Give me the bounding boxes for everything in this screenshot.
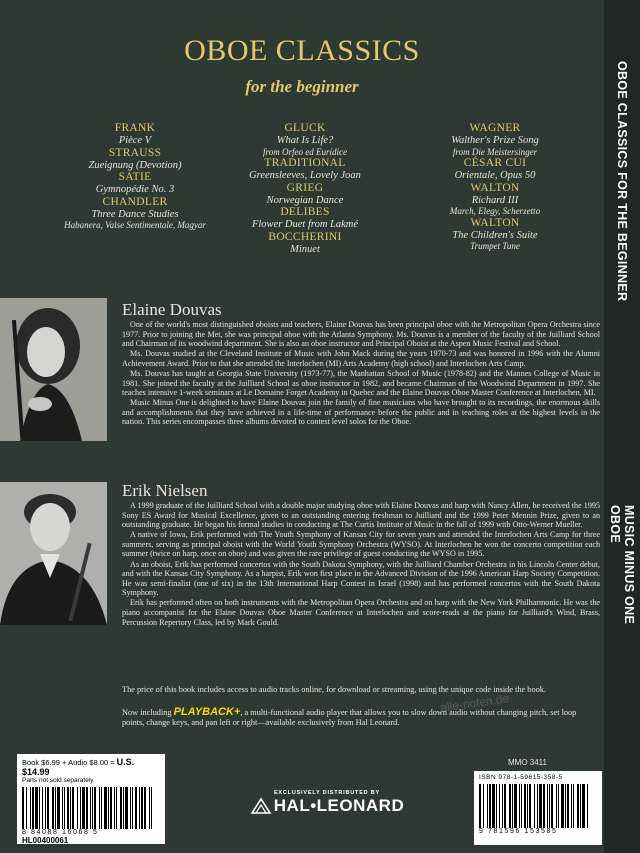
barcode-bar	[86, 787, 88, 829]
contents-column-3	[400, 122, 590, 252]
piece-title: Walther's Prize Song	[451, 135, 539, 146]
composer-name: FRANK	[114, 122, 156, 134]
barcode-bar	[141, 787, 143, 829]
contents-entry	[210, 157, 400, 182]
mmo-catalog-number: MMO 3411	[508, 758, 547, 767]
price-breakdown: Book $6.99 + Audio $8.00 =	[22, 758, 117, 767]
barcode-bar	[92, 787, 93, 829]
price-barcode-box	[17, 754, 165, 844]
composer-name: DELIBES	[280, 206, 330, 218]
bio-name-erik-nielsen: Erik Nielsen	[122, 481, 208, 500]
barcode-bar	[80, 787, 81, 829]
hal-leonard-dot: •	[310, 796, 317, 815]
barcode-bar	[571, 784, 572, 828]
barcode-bar	[582, 784, 585, 828]
spine-title: OBOE CLASSICS FOR THE BEGINNER	[615, 60, 629, 302]
piece-title: Zueignung (Devotion)	[88, 159, 182, 171]
barcode-bar	[549, 784, 550, 828]
barcode-bar	[502, 784, 503, 828]
barcode-bar	[130, 787, 131, 829]
piece-title: Norwegian Dance	[266, 194, 344, 206]
barcode-bar	[139, 787, 140, 829]
bio-name-elaine-douvas: Elaine Douvas	[122, 300, 222, 319]
composer-name: SATIE	[118, 171, 152, 183]
contents-entry	[210, 231, 400, 256]
barcode-bar	[534, 784, 535, 828]
barcode-bar	[524, 784, 526, 828]
barcode-bar	[116, 787, 117, 829]
barcode-bar	[104, 787, 107, 829]
piece-title: Minuet	[290, 243, 320, 255]
piece-source: from Die Meistersinger	[452, 146, 538, 157]
barcode-bar	[587, 784, 588, 828]
composer-name: CHANDLER	[102, 195, 168, 208]
piece-title: Orientale, Opus 50	[454, 170, 536, 181]
price-line	[22, 757, 160, 777]
upc-number: 8 84088 16068 5	[22, 829, 99, 836]
barcode-bar	[110, 787, 112, 829]
hal-leonard-name-right: LEONARD	[316, 796, 405, 815]
barcode-bar	[512, 784, 513, 828]
barcode-bar	[558, 784, 559, 828]
barcode-bar	[151, 787, 152, 829]
barcode-bar	[527, 784, 528, 828]
barcode-bar	[135, 787, 137, 829]
bio-paragraph: Ms. Douvas studied at the Cleveland Institute of Music with John Mack during the years 1970-73 and was honored in 1996 with the Alumni Achievement Award. Prior to that she attended the Interlochen (MI) Arts Academy (high school) and Interlochen Arts Camp.	[122, 349, 600, 368]
barcode-bar	[72, 787, 74, 829]
elaine-douvas-photo	[0, 298, 107, 441]
barcode-bar	[537, 784, 538, 828]
barcode-bar	[529, 784, 531, 828]
barcode-bar	[504, 784, 506, 828]
not-sold-separately: Parts not sold separately	[22, 777, 94, 784]
barcode-bar	[64, 787, 65, 829]
hal-leonard-wordmark	[222, 796, 432, 816]
barcode-bar	[52, 787, 54, 829]
barcode-bar	[499, 784, 500, 828]
distributed-by-label: EXCLUSIVELY DISTRIBUTED BY	[273, 790, 381, 796]
barcode-bar	[42, 787, 43, 829]
playback-prefix: Now including	[122, 708, 174, 717]
composer-name: WAGNER	[469, 122, 521, 134]
barcode-bar	[496, 784, 497, 828]
barcode-bar	[479, 784, 481, 828]
hal-leonard-emblem-icon	[250, 797, 272, 815]
barcode-bar	[82, 787, 85, 829]
barcode-bar	[565, 784, 566, 828]
piece-title: Flower Duet from Lakmé	[251, 219, 359, 230]
isbn-barcode-box	[474, 771, 602, 845]
barcode-bar	[67, 787, 69, 829]
contents-column-2	[210, 122, 400, 255]
cover-subtitle: for the beginner	[245, 77, 359, 96]
barcode-bar	[90, 787, 91, 829]
barcode-bar	[39, 787, 40, 829]
audio-access-note: The price of this book includes access to audio tracks online, for download or streaming, using the unique code inside the book.	[122, 685, 546, 694]
barcode-bar	[573, 784, 574, 828]
contents-entry	[400, 122, 590, 157]
piece-source: March, Elegy, Scherzetto	[449, 206, 541, 216]
bio-paragraph: A 1999 graduate of the Juilliard School with a double major studying oboe with Elaine Douvas and harp with Nancy Allen, he received the 1995 Sony ES Award for Musical Excellence, given to an outstanding entering freshman to Juilliard and the 1999 Peter Mennin Prize, given to an outstanding graduate. He began his formal studies in conducting at The Curtis Institute of Music in the fall of 1999 with Otto-Werner Mueller.	[122, 501, 600, 530]
barcode-bar	[577, 784, 579, 828]
piece-title: What Is Life?	[276, 135, 334, 146]
composer-name: STRAUSS	[108, 146, 162, 159]
barcode-bar	[543, 784, 545, 828]
barcode-bar	[539, 784, 542, 828]
barcode-bar	[547, 784, 548, 828]
bio-text-elaine-douvas	[122, 320, 600, 428]
barcode-bar	[108, 787, 109, 829]
barcode-bar	[99, 787, 100, 829]
piece-title: Greensleeves, Lovely Joan	[249, 170, 361, 181]
hal-leonard-logo	[222, 790, 432, 816]
barcode-bar	[132, 787, 133, 829]
barcode-bar	[556, 784, 557, 828]
isbn-number: ISBN 978-1-59615-358-5	[479, 774, 563, 781]
isbn-barcode-number: 9 781596 153585	[479, 828, 558, 835]
barcode-bar	[26, 787, 27, 829]
barcode-bar	[514, 784, 517, 828]
contents-entry	[40, 171, 230, 196]
barcode-bar	[561, 784, 564, 828]
hal-leonard-name-left: HAL	[273, 796, 311, 815]
piece-source: Habanera, Valse Sentimentale, Magyar	[64, 220, 206, 230]
barcode-bar	[57, 787, 60, 829]
bio-paragraph: Erik has performed often on both instruments with the Metropolitan Opera Orchestra and on harp with the New York Philharmonic. He was the piano accompanist for the Elaine Douvas Oboe Master Conference at Interlochen and score-reads at the piano for Juilliard's Wind, Brass, Percussion Repertory Class, led by Mark Gould.	[122, 598, 600, 627]
playback-suffix: , a multi-functional audio player that allows you to slow down audio without changing pitch, set loop points, change keys, and pan left or right—available exclusively from Hal Leonard.	[122, 708, 577, 727]
barcode-bar	[94, 787, 96, 829]
contents-entry	[210, 206, 400, 231]
composer-name: CÉSAR CUI	[463, 157, 527, 169]
composer-name: BOCCHERINI	[268, 230, 342, 243]
piece-title: Pièce V	[118, 135, 152, 146]
barcode-bar	[22, 787, 24, 829]
bio-paragraph: A native of Iowa, Erik performed with The Youth Symphony of Kansas City for seven years and attended the Interlochen Arts Camp for three summers, serving as principal oboist with the World Youth Symphony Orchestra (WYSO). At Interlochen he won the concerto competition each summer (twice on harp, once on oboe) and was given the rare privilege of guest conducting the WYSO in 1995.	[122, 530, 600, 559]
bio-paragraph: One of the world's most distinguished oboists and teachers, Elaine Douvas has been principal oboe with the Metropolitan Opera Orchestra since 1977. Prior to joining the Met, she was principal oboe with the Atlanta Symphony. Ms. Douvas is a member of the faculty of the Juilliard School and Chairman of its woodwind department. She is also an oboe instructor and Principal Oboist at the Aspen Music Festival and School.	[122, 320, 600, 349]
composer-name: WALTON	[470, 181, 520, 194]
bio-paragraph: Music Minus One is delighted to have Elaine Douvas join the family of fine musicians who have brought to its recordings, the enormous skills and accomplishments that they have achieved in a life-time of performance before the public and in teaching roles at the highest levels in the nation. This series encompasses three albums devoted to contest level solos for the Oboe.	[122, 398, 600, 427]
barcode-bar	[551, 784, 553, 828]
barcode-bar	[120, 787, 122, 829]
barcode-bar	[35, 787, 38, 829]
barcode-bar	[101, 787, 102, 829]
spine-series: MUSIC MINUS ONE OBOE	[608, 505, 636, 625]
contents-entry	[400, 217, 590, 252]
piece-source: Trumpet Tune	[470, 241, 520, 251]
barcode-bar	[47, 787, 49, 829]
barcode-bar	[149, 787, 150, 829]
barcode-bar	[489, 784, 491, 828]
price-total: U.S. $14.99	[22, 757, 135, 777]
bio-paragraph: Ms. Douvas has taught at Georgia State University (1973-77), the Manhattan School of Music (1978-82) and the Mannes College of Music in 1981. She joined the faculty at the Juilliard School as oboe instructor in 1982, and became Chairman of the Woodwind Department in 1997. She teaches intensive 1-week seminars at Le Domaine Forget Academy in Quebec and the Elaine Douvas Oboe Master Conference at Interlochen, MI.	[122, 368, 600, 398]
barcode-bar	[519, 784, 520, 828]
isbn-barcode	[479, 784, 595, 828]
composer-name: GLUCK	[284, 122, 326, 134]
barcode-bar	[580, 784, 581, 828]
barcode-bar	[125, 787, 128, 829]
barcode-bar	[123, 787, 124, 829]
barcode-bar	[483, 784, 484, 828]
barcode-bar	[32, 787, 34, 829]
barcode-bar	[45, 787, 46, 829]
barcode-bar	[509, 784, 511, 828]
playback-note	[122, 707, 600, 728]
cover-title: OBOE CLASSICS	[184, 34, 420, 67]
barcode-bar	[487, 784, 488, 828]
barcode-bar	[62, 787, 63, 829]
bio-text-erik-nielsen	[122, 501, 600, 628]
composer-name: WALTON	[470, 216, 520, 229]
piece-source: from Orfeo ed Euridice	[263, 146, 347, 157]
barcode-bar	[567, 784, 569, 828]
hl-number: HL00400061	[22, 836, 69, 845]
piece-title: The Children's Suite	[452, 229, 538, 241]
composer-name: GRIEG	[286, 181, 324, 194]
barcode-bar	[30, 787, 31, 829]
piece-title: Three Dance Studies	[91, 208, 179, 220]
barcode-bar	[144, 787, 146, 829]
barcode-bar	[492, 784, 495, 828]
contents-column-1	[40, 122, 230, 231]
barcode-bar	[521, 784, 522, 828]
contents-entry	[40, 122, 230, 147]
barcode-bar	[77, 787, 78, 829]
piece-title: Richard III	[471, 194, 519, 206]
spine	[604, 0, 640, 853]
erik-nielsen-photo	[0, 482, 107, 625]
barcode-bar	[70, 787, 71, 829]
contents-entry	[40, 196, 230, 231]
upc-barcode	[22, 787, 158, 829]
contents-entry	[40, 147, 230, 172]
watermark: alle-noten.de	[439, 691, 511, 715]
contents-entry	[210, 122, 400, 157]
barcode-bar	[55, 787, 56, 829]
bio-paragraph: As an oboist, Erik has performed concertos with the South Dakota Symphony, with the Juilliard Chamber Orchestra in his Lincoln Center debut, and with the Kansas City Symphony. As a harpist, Erik won first place in the Advanced Division of the 1996 American Harp Society Competition. He was semi-finalist (one of six) in the 13th International Harp Contest in Israel (1998) and has performed concertos with the South Dakota Symphony.	[122, 559, 600, 598]
barcode-bar	[114, 787, 115, 829]
piece-title: Gymnopédie No. 3	[95, 184, 175, 195]
contents-entry	[400, 182, 590, 217]
contents-entry	[210, 182, 400, 207]
contents-entry	[400, 157, 590, 182]
composer-name: TRADITIONAL	[264, 157, 346, 169]
playback-plus-logo: PLAYBACK+	[173, 706, 241, 718]
